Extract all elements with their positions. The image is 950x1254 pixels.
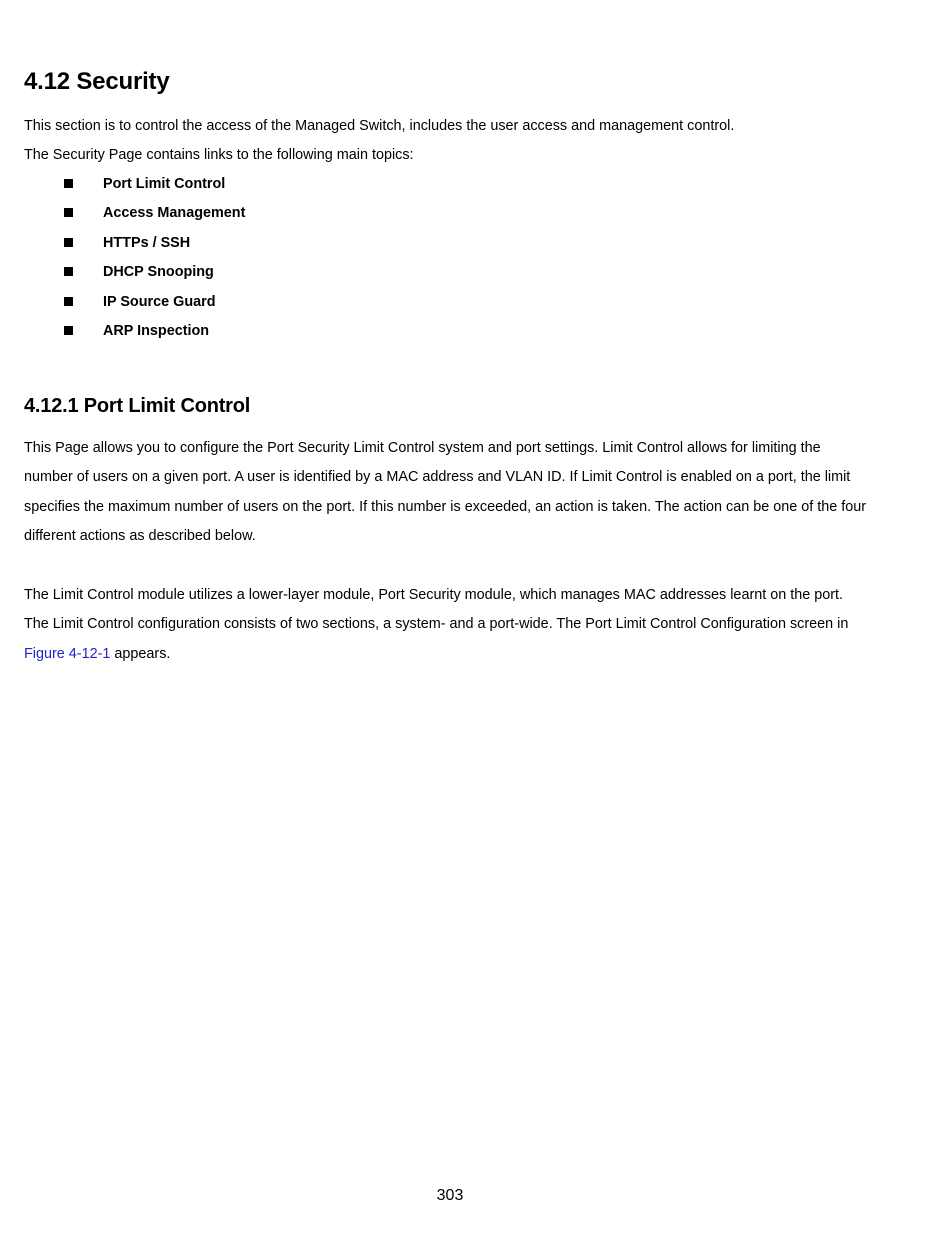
topic-arp-inspection: ARP Inspection: [103, 322, 210, 339]
topic-port-limit-control: Port Limit Control: [103, 176, 226, 192]
topic-access-management: Access Management: [103, 205, 246, 222]
topic-dhcp-snooping: DHCP Snooping: [103, 264, 214, 281]
subsection-heading: 4.12.1 Port Limit Control: [24, 395, 251, 417]
paragraph-line: specifies the maximum number of users on the port. If this number is exceeded, an action is taken. The action can be one of the four: [24, 498, 867, 515]
list-item: [0, 321, 400, 350]
square-bullet-icon: [64, 326, 73, 335]
square-bullet-icon: [64, 208, 73, 217]
figure-link[interactable]: Figure 4-12-1: [24, 645, 111, 662]
page-number: 303: [436, 1187, 464, 1204]
topics-intro: The Security Page contains links to the following main topics:: [24, 147, 414, 163]
list-item: [0, 174, 400, 203]
topic-ip-source-guard: IP Source Guard: [103, 293, 216, 310]
topics-list: [0, 174, 400, 350]
section-intro: This section is to control the access of the Managed Switch, includes the user access and management control.: [24, 118, 735, 134]
subsection-paragraph-2: [24, 581, 894, 669]
subsection-paragraph-1: [24, 434, 894, 552]
paragraph-line: This Page allows you to configure the Port Security Limit Control system and port settings. Limit Control allows for limiting the: [24, 440, 821, 456]
list-item: [0, 233, 400, 262]
list-item: [0, 203, 400, 232]
paragraph-line: The Limit Control module utilizes a lower-layer module, Port Security module, which manages MAC addresses learnt on the port.: [24, 587, 844, 603]
topic-https-ssh: HTTPs / SSH: [103, 234, 191, 251]
paragraph-line: number of users on a given port. A user is identified by a MAC address and VLAN ID. If Limit Control is enabled on a port, the limit: [24, 469, 851, 486]
list-item: [0, 292, 400, 321]
paragraph-line: The Limit Control configuration consists of two sections, a system- and a port-wide. The Port Limit Control Configuration screen in: [24, 616, 849, 633]
figure-link-suffix: appears.: [110, 645, 171, 662]
square-bullet-icon: [64, 297, 73, 306]
paragraph-line: different actions as described below.: [24, 528, 256, 545]
paragraph-line: [24, 640, 894, 669]
square-bullet-icon: [64, 267, 73, 276]
section-heading: 4.12 Security: [24, 68, 170, 95]
square-bullet-icon: [64, 179, 73, 188]
list-item: [0, 262, 400, 291]
square-bullet-icon: [64, 238, 73, 247]
